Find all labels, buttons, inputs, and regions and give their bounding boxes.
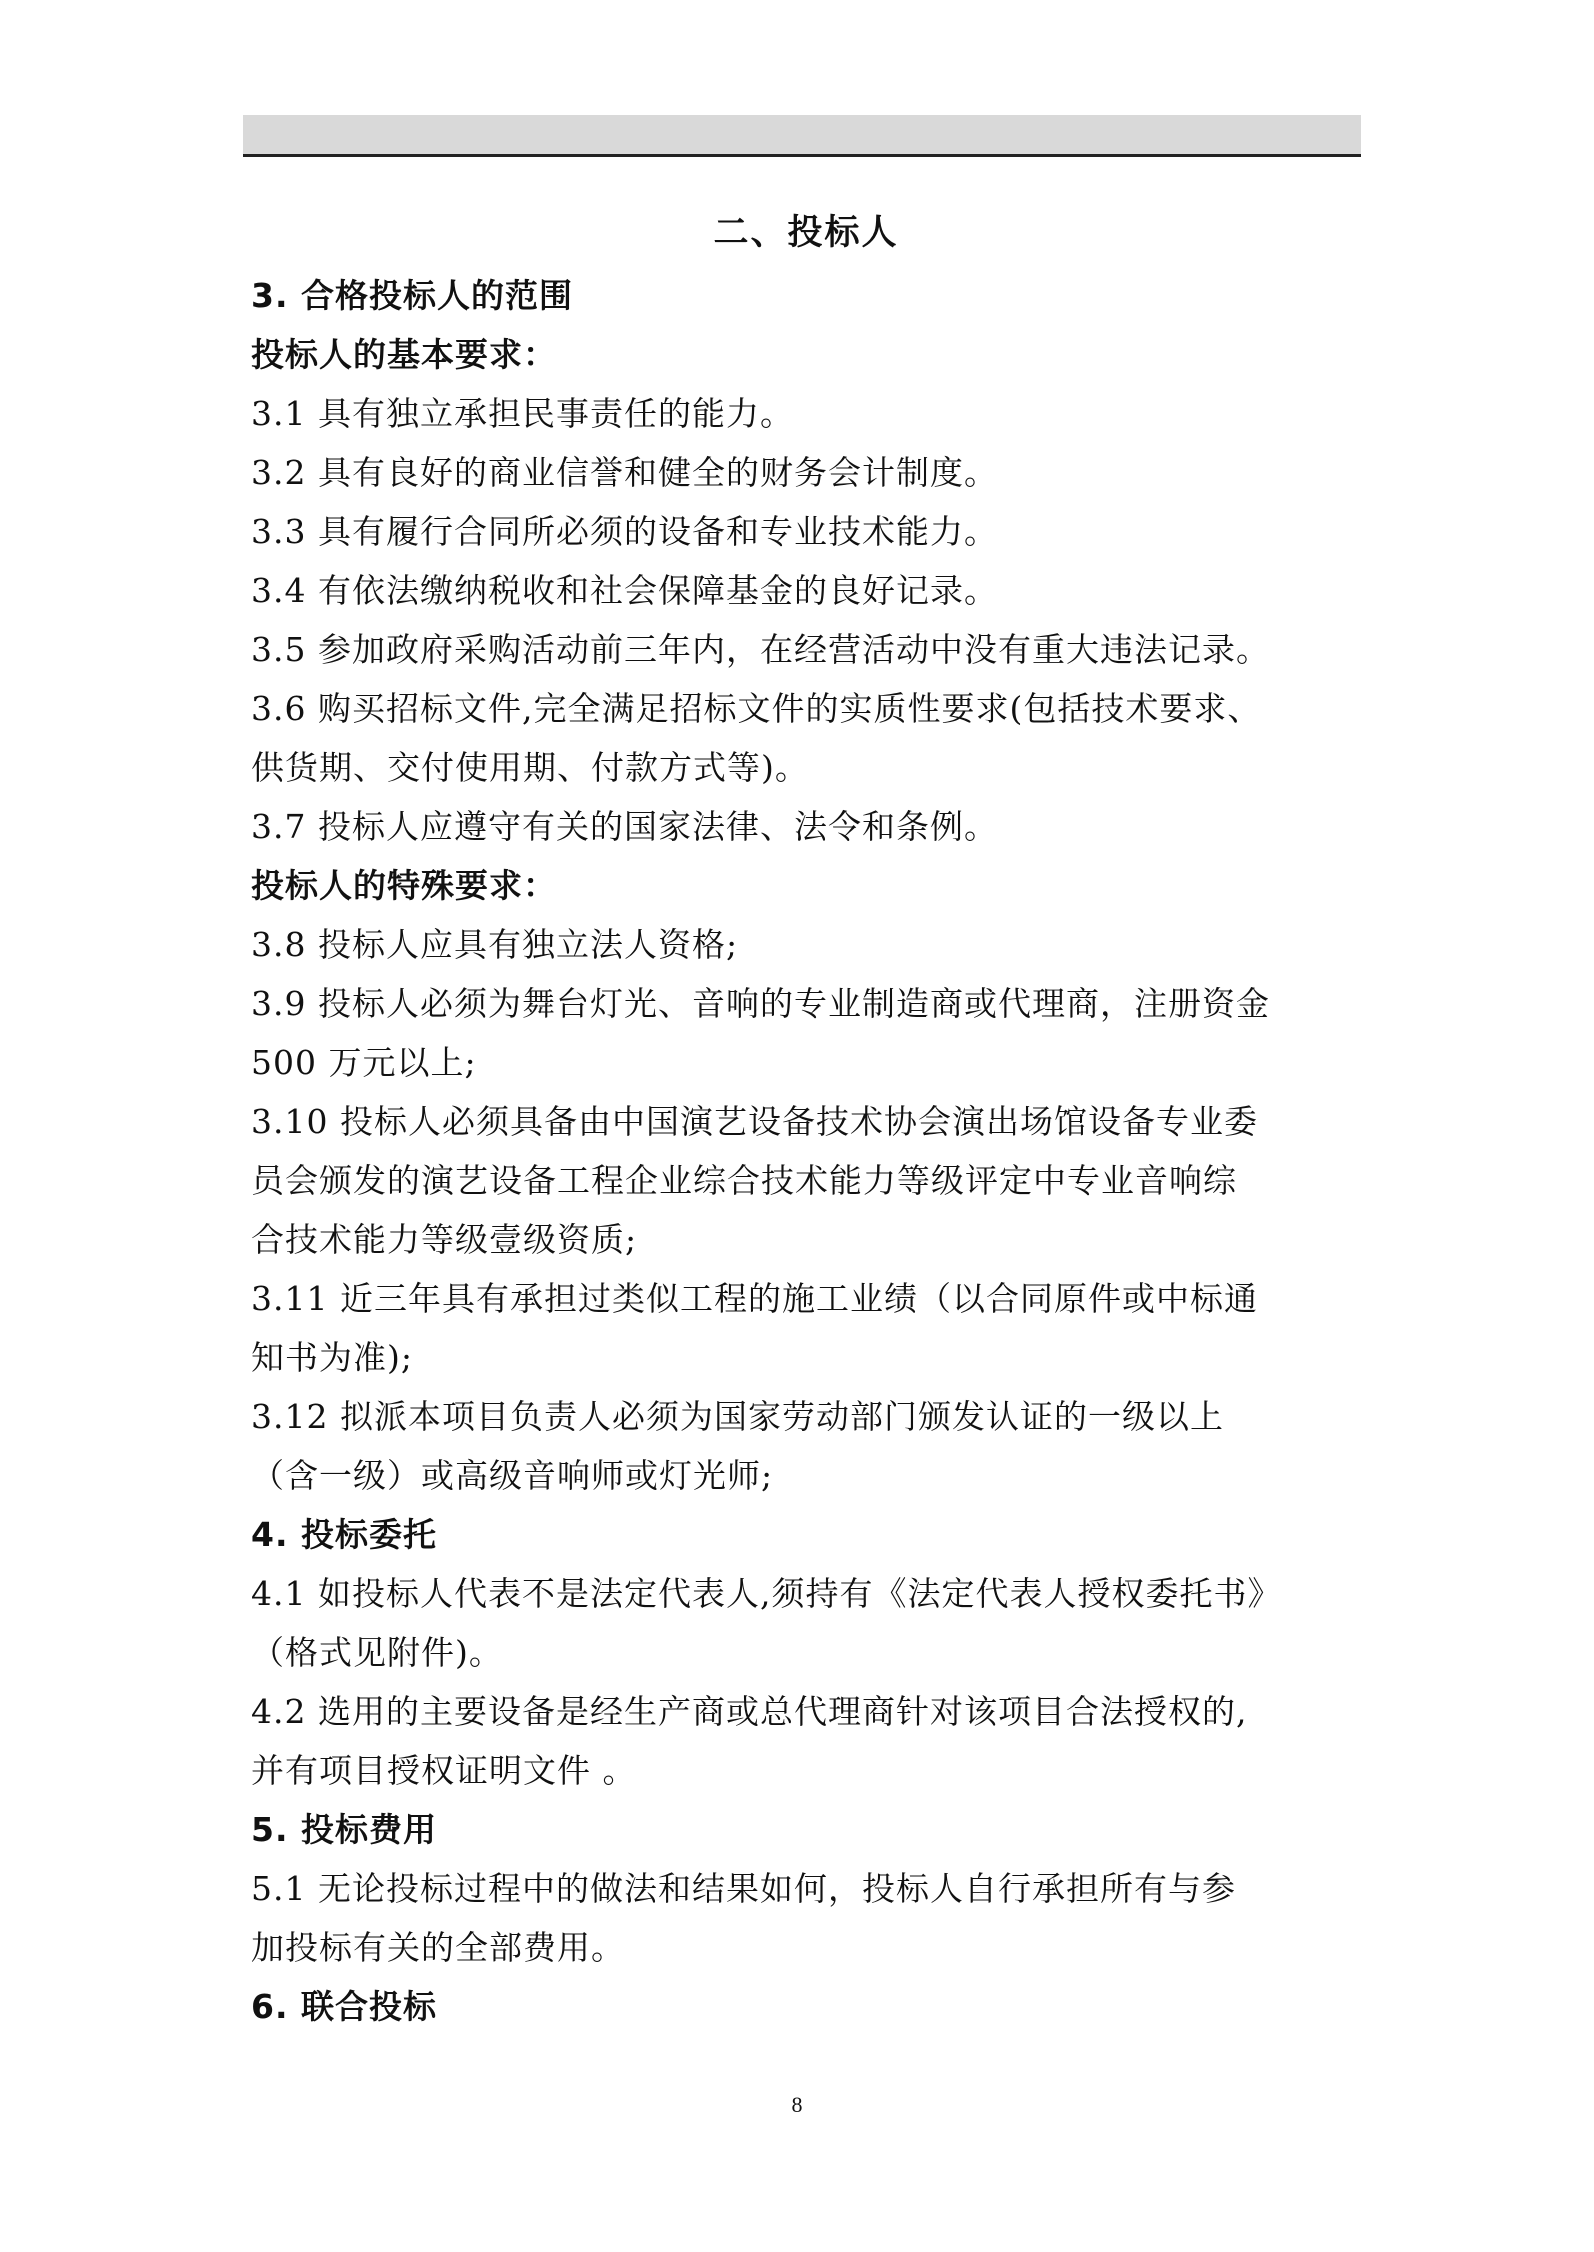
document-body (251, 200, 1361, 2036)
heading-line: 4. 投标委托 (251, 1515, 437, 1554)
text-line: 3.2 具有良好的商业信誉和健全的财务会计制度。 (251, 453, 998, 492)
heading-line: 5. 投标费用 (251, 1810, 437, 1849)
text-line: 知书为准); (251, 1338, 413, 1377)
text-line: 员会颁发的演艺设备工程企业综合技术能力等级评定中专业音响综 (251, 1161, 1237, 1200)
heading-line: 投标人的基本要求： (251, 335, 557, 374)
page-number: 8 (791, 2092, 803, 2117)
heading-line: 6. 联合投标 (251, 1987, 437, 2026)
text-line: 4.2 选用的主要设备是经生产商或总代理商针对该项目合法授权的, (251, 1692, 1248, 1731)
document-lines (251, 266, 1361, 2036)
section-title: 二、投标人 (713, 213, 899, 253)
text-line: 3.9 投标人必须为舞台灯光、音响的专业制造商或代理商，注册资金 (251, 984, 1270, 1023)
text-line: 3.5 参加政府采购活动前三年内，在经营活动中没有重大违法记录。 (251, 630, 1270, 669)
text-line: （格式见附件)。 (251, 1633, 503, 1672)
text-line: 500 万元以上; (251, 1043, 477, 1082)
text-line: 3.3 具有履行合同所必须的设备和专业技术能力。 (251, 512, 998, 551)
text-line: （含一级）或高级音响师或灯光师; (251, 1456, 774, 1495)
text-line: 3.4 有依法缴纳税收和社会保障基金的良好记录。 (251, 571, 998, 610)
text-line: 3.10 投标人必须具备由中国演艺设备技术协会演出场馆设备专业委 (251, 1102, 1258, 1141)
text-line: 合技术能力等级壹级资质; (251, 1220, 638, 1259)
text-line: 并有项目授权证明文件 。 (251, 1751, 637, 1790)
text-line: 加投标有关的全部费用。 (251, 1928, 625, 1967)
text-line: 3.7 投标人应遵守有关的国家法律、法令和条例。 (251, 807, 998, 846)
text-line: 3.8 投标人应具有独立法人资格; (251, 925, 739, 964)
text-line: 3.12 拟派本项目负责人必须为国家劳动部门颁发认证的一级以上 (251, 1397, 1224, 1436)
text-line: 5.1 无论投标过程中的做法和结果如何，投标人自行承担所有与参 (251, 1869, 1236, 1908)
text-line: 4.1 如投标人代表不是法定代表人,须持有《法定代表人授权委托书》 (251, 1574, 1282, 1613)
heading-line: 3. 合格投标人的范围 (251, 276, 573, 315)
text-line: 供货期、交付使用期、付款方式等)。 (251, 748, 809, 787)
text-line: 3.11 近三年具有承担过类似工程的施工业绩（以合同原件或中标通 (251, 1279, 1258, 1318)
page-header-band (243, 115, 1361, 157)
text-line: 3.6 购买招标文件,完全满足招标文件的实质性要求(包括技术要求、 (251, 689, 1262, 728)
heading-line: 投标人的特殊要求： (251, 866, 557, 905)
text-line: 3.1 具有独立承担民事责任的能力。 (251, 394, 794, 433)
